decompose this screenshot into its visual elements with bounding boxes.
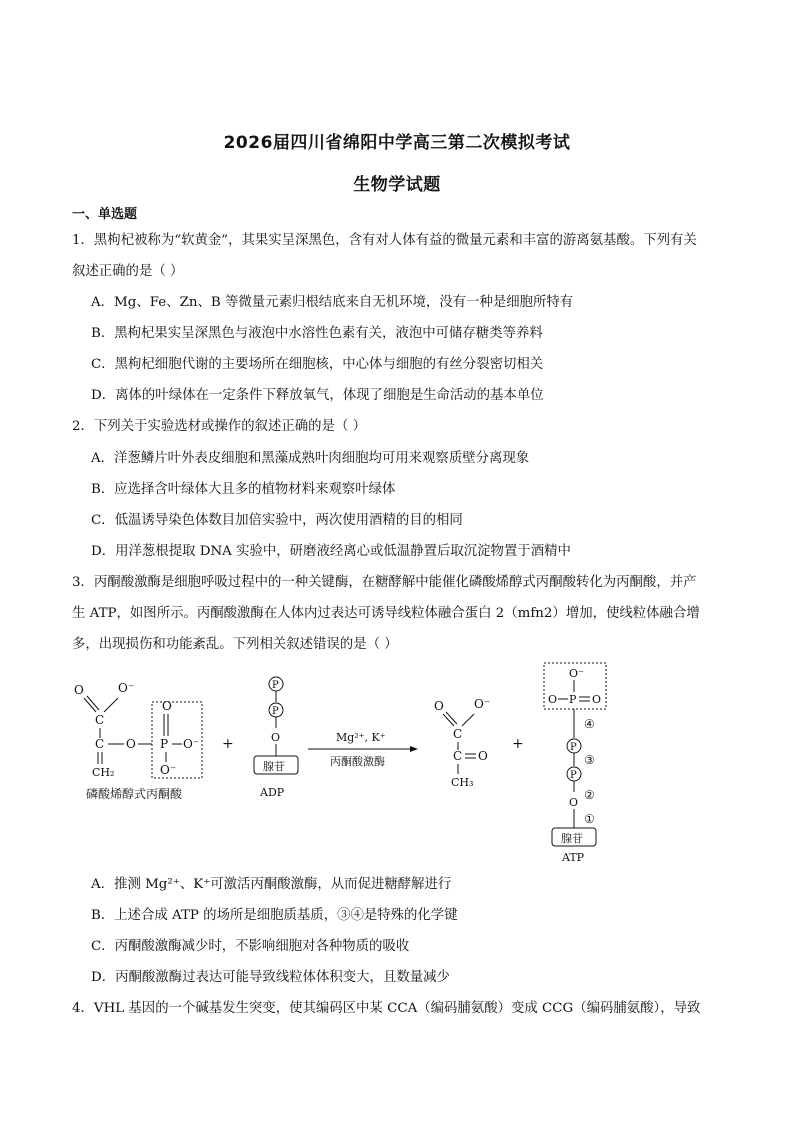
question-3-option-c: C．丙酮酸激酶减少时，不影响细胞对各种物质的吸收 (91, 939, 410, 954)
adp-adenosine: 腺苷 (263, 760, 285, 773)
cofactors-label: Mg²⁺, K⁺ (336, 731, 386, 744)
pep-phosphate-o-bottom: O⁻ (160, 763, 177, 777)
atp-bond-4: ④ (584, 717, 595, 731)
enzyme-label: 丙酮酸激酶 (330, 755, 385, 768)
question-2-option-b: B．应选择含叶绿体大且多的植物材料来观察叶绿体 (91, 482, 396, 497)
pep-carbon-1: C (95, 713, 105, 727)
pep-carbon-2: C (95, 737, 105, 751)
question-1-option-b: B．黑枸杞果实呈深黑色与液泡中水溶性色素有关，液泡中可储存糖类等养料 (91, 326, 543, 341)
pyruvate-ch3: CH₃ (451, 776, 474, 789)
atp-o-right: O (592, 693, 602, 706)
adp-phosphate-2: P (272, 706, 279, 717)
atp-o-left: O (548, 693, 558, 706)
atp-bond-1: ① (584, 812, 595, 826)
question-1-option-d: D．离体的叶绿体在一定条件下释放氧气，体现了细胞是生命活动的基本单位 (91, 388, 544, 403)
question-3-stem-line-3: 多，出现损伤和功能紊乱。下列相关叙述错误的是（ ） (72, 637, 398, 652)
question-3-option-a: A．推测 Mg²⁺、K⁺可激活丙酮酸激酶，从而促进糖酵解进行 (91, 877, 452, 892)
pyruvate-structure (434, 697, 490, 789)
question-1-option-a: A．Mg、Fe、Zn、B 等微量元素归根结底来自无机环境，没有一种是细胞所特有 (91, 295, 574, 310)
question-2-option-a: A．洋葱鳞片叶外表皮细胞和黑藻成熟叶肉细胞均可用来观察质壁分离现象 (91, 451, 530, 466)
pep-o-minus-top: O⁻ (118, 681, 135, 695)
pep-ester-o: O (126, 737, 136, 751)
reaction-arrow (308, 731, 418, 768)
atp-phosphate-1: P (570, 770, 577, 781)
question-3-stem-line-2: 生 ATP，如图所示。丙酮酸激酶在人体内过表达可诱导线粒体融合蛋白 2（mfn2）增加，使线粒体融合增 (72, 606, 700, 621)
pep-structure (74, 681, 202, 801)
exam-title: 2026届四川省绵阳中学高三第二次模拟考试 (223, 133, 571, 153)
atp-bond-2: ② (584, 788, 595, 802)
question-2-stem-line-1: 2．下列关于实验选材或操作的叙述正确的是（ ） (72, 419, 366, 434)
adp-phosphate-1: P (272, 680, 279, 691)
question-1-stem-line-1: 1．黑枸杞被称为“软黄金”，其果实呈深黑色，含有对人体有益的微量元素和丰富的游离氨基酸。下列有关 (72, 233, 697, 248)
adp-label: ADP (260, 786, 285, 799)
pyruvate-keto-o: O (478, 749, 488, 763)
question-3-option-b: B．上述合成 ATP 的场所是细胞质基质，③④是特殊的化学键 (91, 908, 458, 923)
pyruvate-o-top: O (434, 699, 444, 713)
pep-ch2: CH₂ (92, 766, 115, 779)
question-4-stem-line-1: 4．VHL 基因的一个碱基发生突变，使其编码区中某 CCA（编码脯氨酸）变成 CCG（编码脯氨酸），导致 (72, 1001, 701, 1016)
atp-structure (544, 663, 606, 864)
pep-phosphate-o-right: O⁻ (183, 737, 200, 751)
atp-label: ATP (562, 851, 585, 864)
adp-structure (254, 677, 298, 799)
atp-o: O (569, 796, 579, 809)
question-2-option-d: D．用洋葱根提取 DNA 实验中，研磨液经离心或低温静置后取沉淀物置于酒精中 (91, 544, 571, 559)
atp-phosphate-2: P (570, 742, 577, 753)
exam-subtitle: 生物学试题 (353, 175, 441, 195)
pyruvate-carbon-2: C (453, 749, 463, 763)
pep-phosphate-o-top: O (162, 699, 172, 713)
pyruvate-kinase-reaction-diagram (60, 662, 740, 868)
plus-sign-2: + (512, 736, 524, 752)
question-3-stem-line-1: 3．丙酮酸激酶是细胞呼吸过程中的一种关键酶，在糖酵解中能催化磷酸烯醇式丙酮酸转化为丙酮酸，并产 (72, 575, 697, 590)
adp-o: O (271, 731, 281, 744)
pep-phosphorus: P (160, 737, 169, 751)
section-label: 一、单选题 (72, 207, 138, 222)
atp-bond-3: ③ (584, 753, 595, 767)
question-1-stem-line-2: 叙述正确的是（ ） (72, 264, 184, 279)
pyruvate-o-minus: O⁻ (474, 697, 491, 711)
question-2-option-c: C．低温诱导染色体数目加倍实验中，两次使用酒精的目的相同 (91, 513, 463, 528)
question-1-option-c: C．黑枸杞细胞代谢的主要场所在细胞核，中心体与细胞的有丝分裂密切相关 (91, 357, 544, 372)
plus-sign-1: + (222, 736, 234, 752)
pep-o-top: O (74, 683, 84, 697)
pep-label: 磷酸烯醇式丙酮酸 (86, 787, 183, 801)
pyruvate-carbon-1: C (453, 727, 463, 741)
atp-terminal-phosphorus: P (569, 693, 577, 706)
question-3-option-d: D．丙酮酸激酶过表达可能导致线粒体体积变大，且数量减少 (91, 970, 450, 985)
atp-adenosine: 腺苷 (561, 832, 583, 845)
atp-o-top: O⁻ (569, 667, 584, 680)
